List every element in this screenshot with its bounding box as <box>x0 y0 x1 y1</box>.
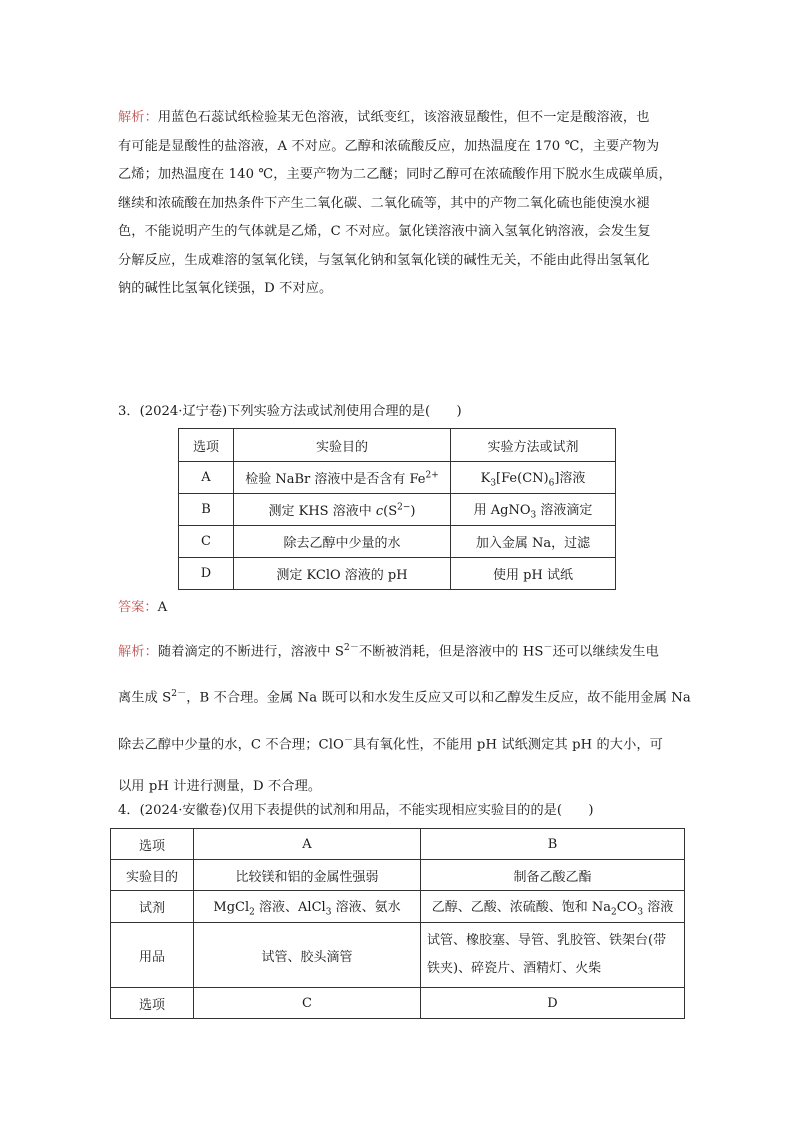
text-line: 分解反应，生成难溶的氢氧化镁，与氢氧化钠和氢氧化镁的碱性无关，不能由此得出氢氧化 <box>118 252 650 268</box>
table-row <box>111 923 685 988</box>
cell: MgCl$_2$ 溶液、AlCl$_3$ 溶液、氨水 <box>194 891 421 923</box>
table-header-row <box>179 429 616 462</box>
answer-label: 答案： <box>118 600 158 615</box>
text-line: 有可能是显酸性的盐溶液，A 不对应。乙醇和浓硫酸反应，加热温度在 170 ℃，主要产物为 <box>118 138 660 154</box>
header-cell: A <box>194 829 421 860</box>
header-cell: D <box>421 988 685 1019</box>
table-row <box>179 462 616 494</box>
option-cell: D <box>179 558 234 590</box>
goal-cell: 除去乙醇中少量的水 <box>234 526 451 558</box>
header-cell: 选项 <box>111 988 194 1019</box>
method-cell: 加入金属 Na，过滤 <box>451 526 616 558</box>
option-cell: A <box>179 462 234 494</box>
analysis-label: 解析： <box>118 644 158 660</box>
header-cell: 实验方法或试剂 <box>451 429 616 462</box>
method-cell: $K_3[Fe(CN)_6]$溶液 <box>451 462 616 494</box>
method-cell: 使用 pH 试纸 <box>451 558 616 590</box>
method-cell: 用 AgNO$_3$ 溶液滴定 <box>451 494 616 526</box>
cell: 比较镁和铝的金属性强弱 <box>194 860 421 891</box>
cell: 试管、橡胶塞、导管、乳胶管、铁架台(带 铁夹)、碎瓷片、酒精灯、火柴 <box>421 923 685 988</box>
question-4-table <box>110 828 685 1019</box>
table-row <box>111 988 685 1019</box>
header-cell: C <box>194 988 421 1019</box>
cell: 制备乙酸乙酯 <box>421 860 685 891</box>
table-row <box>111 891 685 923</box>
text-line: 除去乙醇中少量的水，C 不合理；ClO－具有氧化性，不能用 pH 试纸测定其 pH 的大小，可 <box>118 735 663 753</box>
analysis-paragraph-2 <box>118 627 691 808</box>
table-header-row <box>111 829 685 860</box>
goal-cell: 测定 KClO 溶液的 pH <box>234 558 451 590</box>
text-line: 解析：用蓝色石蕊试纸检验某无色溶液，试纸变红，该溶液显酸性，但不一定是酸溶液，也 <box>118 110 650 125</box>
text-line: 继续和浓硫酸在加热条件下产生二氧化碳、二氧化硫等，其中的产物二氧化硫也能使溴水褪 <box>118 195 650 211</box>
cell: 试管、胶头滴管 <box>194 923 421 988</box>
option-cell: C <box>179 526 234 558</box>
cell: 乙醇、乙酸、浓硫酸、饱和 $Na_2CO_3$ 溶液 <box>421 891 685 923</box>
analysis-label: 解析： <box>118 110 158 125</box>
header-cell: 选项 <box>179 429 234 462</box>
question-4-stem: 4．(2024·安徽卷)仅用下表提供的试剂和用品，不能实现相应实验目的的是( ) <box>118 803 594 818</box>
header-cell: 选项 <box>111 829 194 860</box>
option-cell: B <box>179 494 234 526</box>
goal-cell: 测定 KHS 溶液中 $c(S^{2-})$ <box>234 494 451 526</box>
answer-value: A <box>157 600 168 615</box>
row-label-cell: 用品 <box>111 923 194 988</box>
goal-cell: 检验 NaBr 溶液中是否含有 $Fe^{2+}$ <box>234 462 451 494</box>
text-line: 解析：随着滴定的不断进行，溶液中 $S^{2-}$不断被消耗，但是溶液中的 HS－还可以继续发生电 <box>118 643 659 660</box>
answer-line <box>118 596 167 615</box>
header-cell: B <box>421 829 685 860</box>
row-label-cell: 实验目的 <box>111 860 194 891</box>
text-line: 色，不能说明产生的气体就是乙烯，C 不对应。氯化镁溶液中滴入氢氧化钠溶液，会发生复 <box>118 224 651 239</box>
table-row <box>179 558 616 590</box>
text-line: 乙烯；加热温度在 140 ℃，主要产物为二乙醚；同时乙醇可在浓硫酸作用下脱水生成碳单质， <box>118 167 672 182</box>
text-line: 离生成 $S^{2-}$，B 不合理。金属 Na 既可以和水发生反应又可以和乙醇发生反应，故不能用金属 Na <box>118 689 691 706</box>
table-row <box>179 526 616 558</box>
question-3-table <box>178 428 616 590</box>
header-cell: 实验目的 <box>234 429 451 462</box>
table-row <box>179 494 616 526</box>
analysis-paragraph-1 <box>118 104 688 304</box>
text-line: 以用 pH 计进行测量，D 不合理。 <box>118 779 322 795</box>
question-3-stem: 3．(2024·辽宁卷)下列实验方法或试剂使用合理的是( ) <box>118 404 462 419</box>
table-row <box>111 860 685 891</box>
row-label-cell: 试剂 <box>111 891 194 923</box>
text-line: 钠的碱性比氢氧化镁强，D 不对应。 <box>118 281 333 296</box>
